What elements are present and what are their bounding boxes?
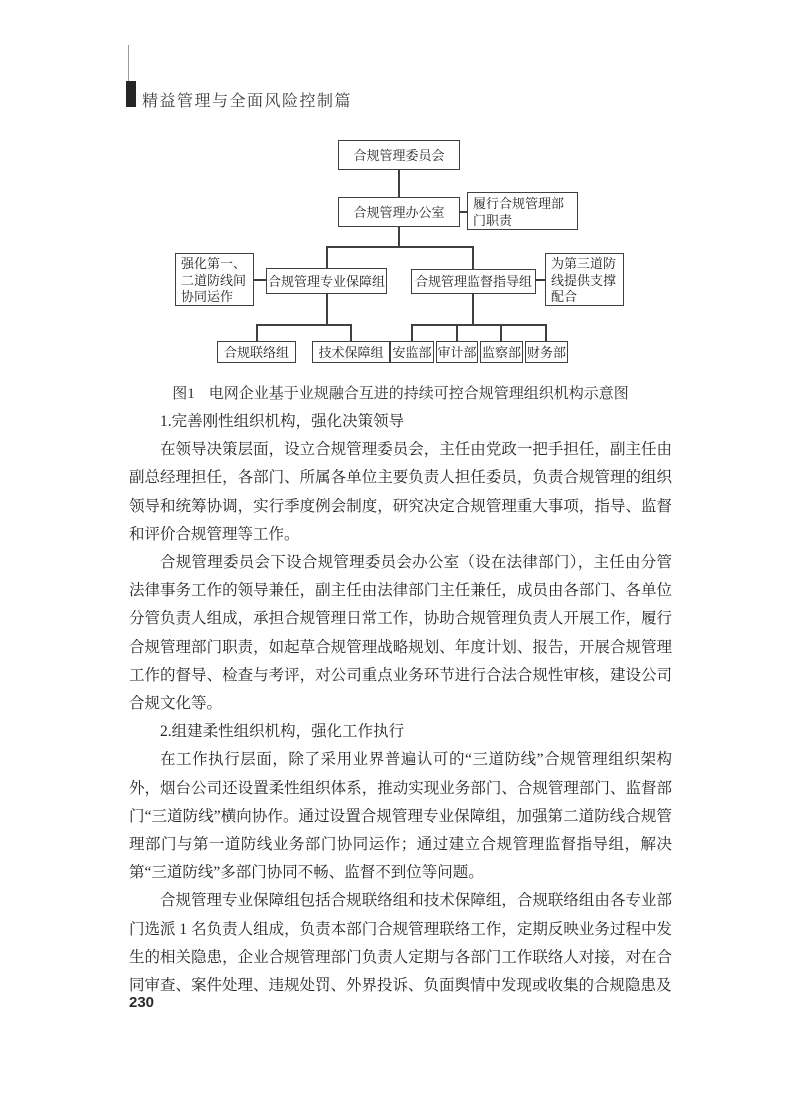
body-text [129,408,672,1000]
org-node-inspection-dept: 监察部 [480,341,523,363]
connector-line [460,211,467,213]
paragraph-3: 在工作执行层面，除了采用业界普遍认可的“三道防线”合规管理组织架构外，烟台公司还设置柔性组织体系，推动实现业务部门、合规管理部门、监督部门“三道防线”横向协作。通过设置合规管理专业保障组，加强第二道防线合规管理部门与第一道防线业务部门协同运作；通过建立合规管理监督指导组，解决第“三道防线”多部门协同不畅、监督不到位等问题。 [129,751,672,882]
org-node-office-note: 履行合规管理部门职责 [467,192,578,230]
org-node-committee: 合规管理委员会 [338,140,460,170]
connector-line [350,324,352,341]
figure-caption [129,382,672,403]
connector-line [256,324,352,326]
org-node-tech-group: 技术保障组 [312,341,390,363]
org-node-safety-dept: 安监部 [390,341,434,363]
connector-line [456,324,458,341]
org-node-office: 合规管理办公室 [338,197,460,227]
org-node-professional-group: 合规管理专业保障组 [266,268,387,294]
connector-line [536,279,545,281]
connector-line [254,279,266,281]
figure-caption-text: 电网企业基于业规融合互进的持续可控合规管理组织机构示意图 [208,386,629,402]
figure-caption-label: 图1 [172,386,195,402]
org-node-supervision-group: 合规管理监督指导组 [411,269,536,294]
section2-heading: 2.组建柔性组织机构，强化工作执行 [160,723,405,741]
connector-line [411,324,547,326]
connector-line [472,294,474,326]
connector-line [326,246,328,268]
paragraph-4: 合规管理专业保障组包括合规联络组和技术保障组，合规联络组由各专业部门选派 1 名负责人组成，负责本部门合规管理联络工作，定期反映业务过程中发生的相关隐患，企业合规管理部门负责人定期与各部门工作联络人对接，对在合同审查、案件处理、违规处罚、外界投诉、负面舆情中发现或收集的合规隐患及 [129,892,672,995]
connector-line [326,294,328,326]
connector-line [326,246,474,248]
connector-line [472,246,474,269]
page-number: 230 [129,994,155,1011]
org-node-liaison-group: 合规联络组 [217,341,296,363]
org-node-audit-dept: 审计部 [436,341,478,363]
section1-heading: 1.完善刚性组织机构，强化决策领导 [160,413,405,430]
org-node-finance-dept: 财务部 [525,341,568,363]
paragraph-2: 合规管理委员会下设合规管理委员会办公室（设在法律部门），主任由分管法律事务工作的领导兼任，副主任由法律部门主任兼任，成员由各部门、各单位分管负责人组成，承担合规管理日常工作，协助合规管理负责人开展工作，履行合规管理部门职责，如起草合规管理战略规划、年度计划、报告，开展合规管理工作的督导、检查与考评，对公司重点业务环节进行合法合规性审核，建设公司合规文化等。 [129,554,672,713]
org-node-left-note: 强化第一、二道防线间协同运作 [175,253,254,306]
connector-line [411,324,413,341]
running-header-title: 精益管理与全面风险控制篇 [142,93,353,110]
org-node-right-note: 为第三道防线提供支撑配合 [545,253,624,306]
connector-line [256,324,258,341]
org-chart [0,0,800,380]
connector-line [398,227,400,248]
connector-line [500,324,502,341]
connector-line [398,170,400,197]
paragraph-1: 在领导决策层面，设立合规管理委员会，主任由党政一把手担任，副主任由副总经理担任，各部门、所属各单位主要负责人担任委员，负责合规管理的组织领导和统筹协调，实行季度例会制度，研究决定合规管理重大事项，指导、监督和评价合规管理等工作。 [129,441,672,543]
connector-line [545,324,547,341]
